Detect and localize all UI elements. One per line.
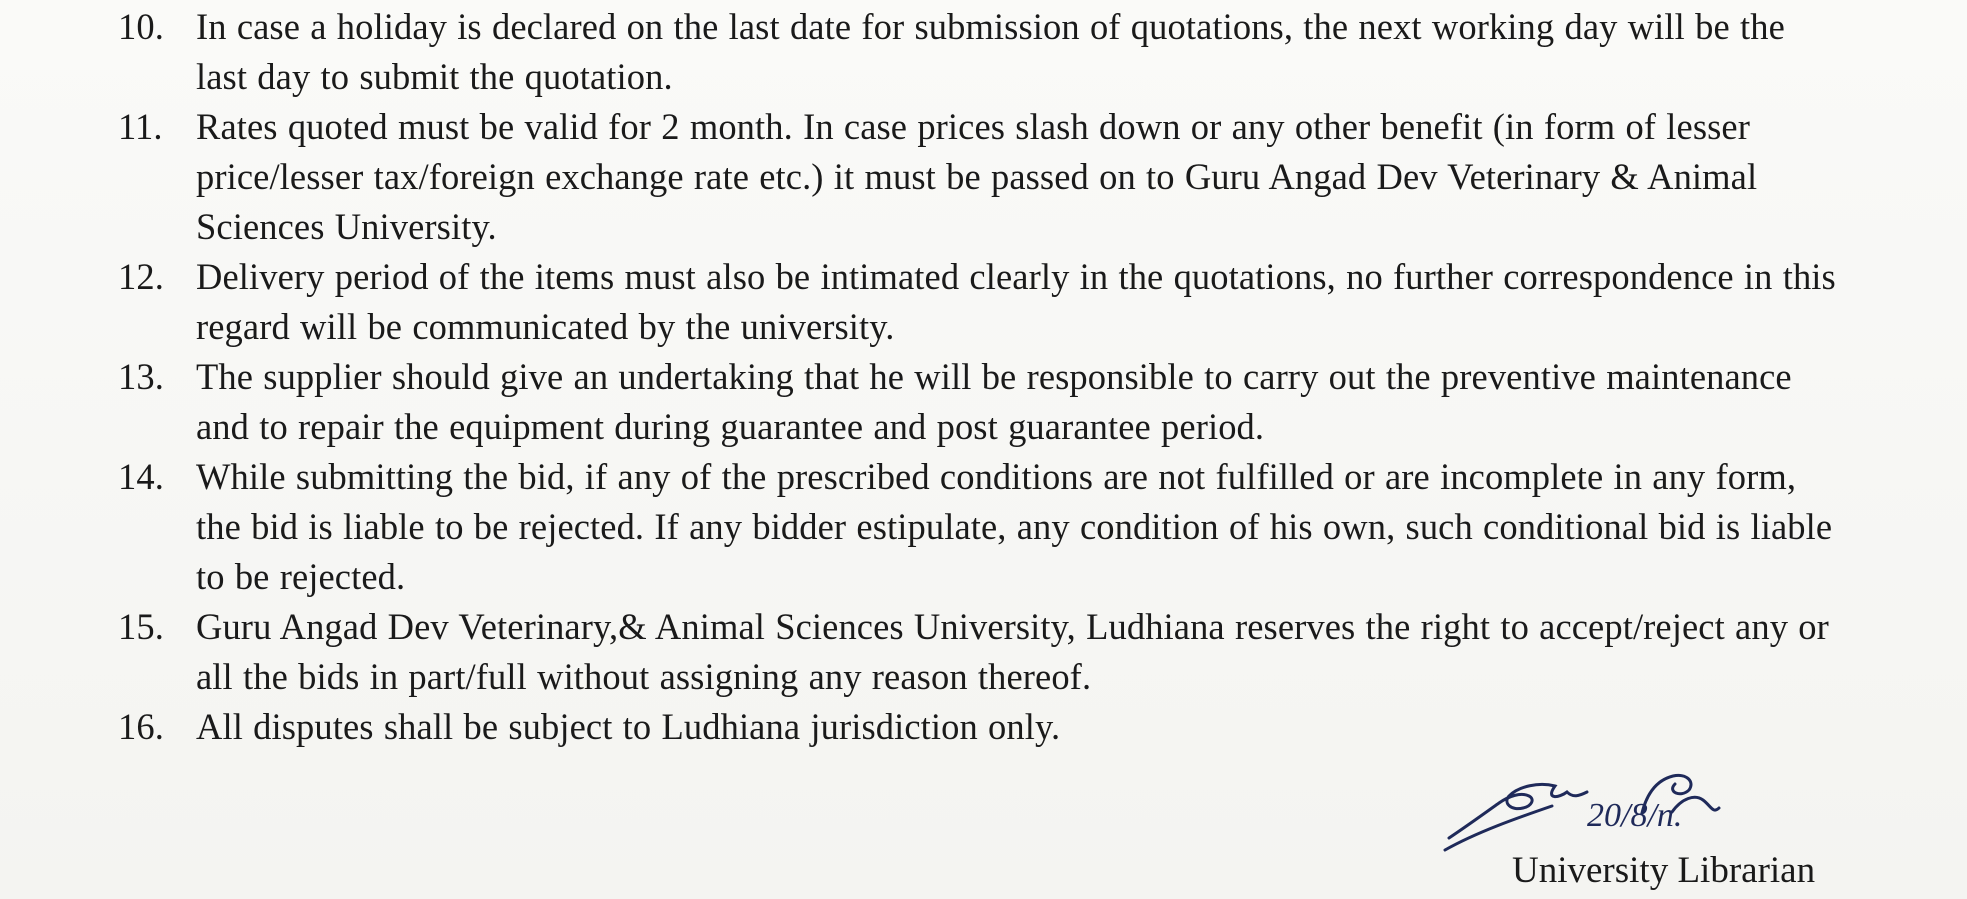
condition-item: [118, 602, 1838, 702]
signature-block: [1427, 768, 1816, 899]
condition-item: [118, 702, 1838, 752]
condition-text: The supplier should give an undertaking that he will be responsible to carry out the preventive maintenance and to repair the equipment during guarantee and post guarantee period.: [196, 356, 1792, 447]
condition-text: Rates quoted must be valid for 2 month. In case prices slash down or any other benefit (in form of lesser price/lesser tax/foreign exchange rate etc.) it must be passed on to Guru Angad Dev Veterinary & Animal Sciences University.: [196, 106, 1758, 247]
condition-number: 16.: [118, 706, 164, 747]
condition-number: 14.: [118, 456, 164, 497]
condition-text: In case a holiday is declared on the last date for submission of quotations, the next working day will be the last day to submit the quotation.: [196, 6, 1785, 97]
condition-text: Guru Angad Dev Veterinary,& Animal Sciences University, Ludhiana reserves the right to accept/reject any or all the bids in part/full without assigning any reason thereof.: [196, 606, 1829, 697]
condition-text: While submitting the bid, if any of the prescribed conditions are not fulfilled or are incomplete in any form, the bid is liable to be rejected. If any bidder estipulate, any condition of his own, such conditional bid is liable to be rejected.: [196, 456, 1833, 597]
condition-item: [118, 2, 1838, 102]
condition-number: 10.: [118, 6, 164, 47]
condition-number: 12.: [118, 256, 164, 297]
condition-item: [118, 252, 1838, 352]
condition-item: [118, 452, 1838, 602]
condition-number: 15.: [118, 606, 164, 647]
conditions-list: [118, 2, 1838, 752]
condition-item: [118, 102, 1838, 252]
condition-text: Delivery period of the items must also be intimated clearly in the quotations, no further correspondence in this regard will be communicated by the university.: [196, 256, 1836, 347]
condition-text: All disputes shall be subject to Ludhiana jurisdiction only.: [196, 706, 1061, 747]
condition-item: [118, 352, 1838, 452]
handwritten-signature: [1437, 768, 1737, 860]
signatory-designation: University Librarian: [1512, 850, 1816, 891]
signature-date: 20/8/n.: [1587, 797, 1683, 834]
condition-number: 13.: [118, 356, 164, 397]
condition-number: 11.: [118, 106, 163, 147]
